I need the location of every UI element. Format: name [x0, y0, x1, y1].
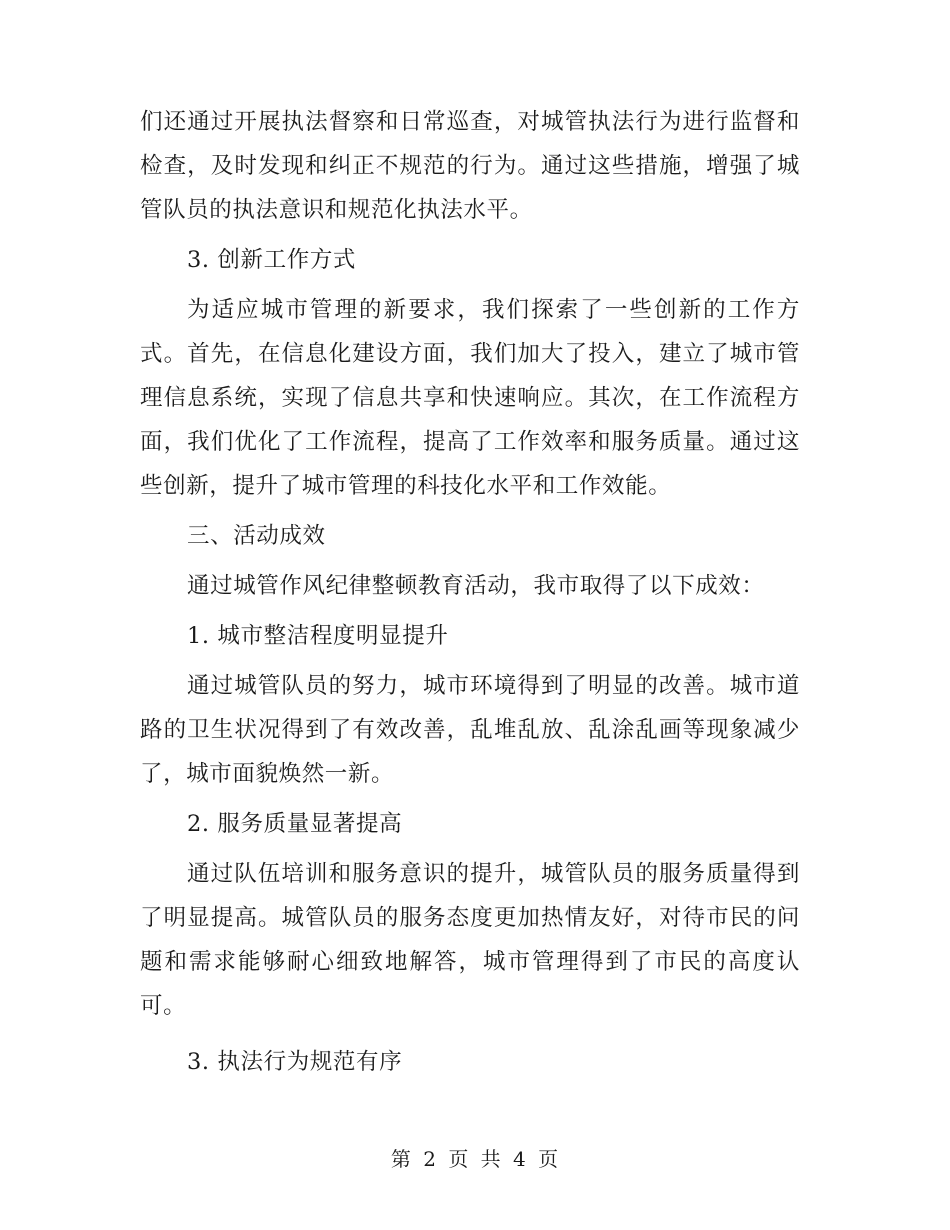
page-number-footer: 第 2 页 共 4 页 — [390, 1147, 560, 1171]
paragraph-results-intro: 通过城管作风纪律整顿教育活动，我市取得了以下成效： — [187, 573, 765, 599]
subheading-innovation: 3. 创新工作方式 — [187, 247, 357, 273]
subheading-cleanliness: 1. 城市整洁程度明显提升 — [187, 623, 449, 649]
paragraph-continuation: 们还通过开展执法督察和日常巡查，对城管执法行为进行监督和检查，及时发现和纠正不规范的行为。通过这些措施，增强了城管队员的执法意识和规范化执法水平。 — [140, 109, 800, 223]
document-body — [140, 100, 800, 1084]
paragraph-service-quality: 通过队伍培训和服务意识的提升，城管队员的服务质量得到了明显提高。城管队员的服务态度更加热情友好，对待市民的问题和需求能够耐心细致地解答，城市管理得到了市民的高度认可。 — [140, 861, 800, 1019]
subheading-law-enforcement: 3. 执法行为规范有序 — [187, 1049, 403, 1075]
paragraph-cleanliness: 通过城管队员的努力，城市环境得到了明显的改善。城市道路的卫生状况得到了有效改善，乱堆乱放、乱涂乱画等现象减少了，城市面貌焕然一新。 — [140, 673, 800, 787]
paragraph-innovation: 为适应城市管理的新要求，我们探索了一些创新的工作方式。首先，在信息化建设方面，我们加大了投入，建立了城市管理信息系统，实现了信息共享和快速响应。其次，在工作流程方面，我们优化了工作流程，提高了工作效率和服务质量。通过这些创新，提升了城市管理的科技化水平和工作效能。 — [140, 297, 800, 499]
section-heading-results: 三、活动成效 — [187, 523, 326, 549]
subheading-service-quality: 2. 服务质量显著提高 — [187, 811, 403, 837]
